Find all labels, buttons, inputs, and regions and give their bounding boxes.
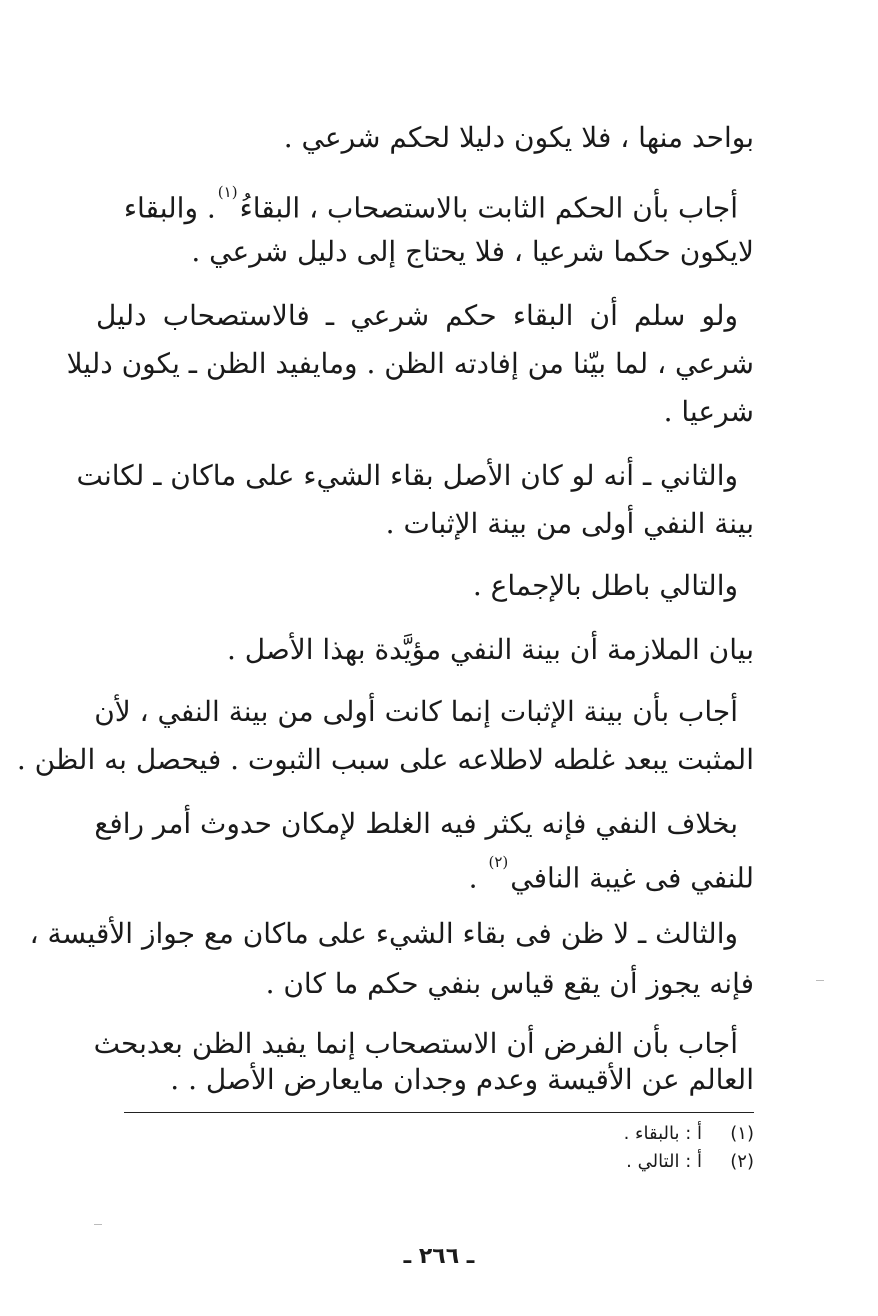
page-number: ـ ٢٦٦ ـ xyxy=(403,1244,475,1269)
text-line: فإنه يجوز أن يقع قياس بنفي حكم ما كان . xyxy=(265,967,754,1000)
text-line: ولو سلم أن البقاء حكم شرعي ـ فالاستصحاب دليل xyxy=(96,299,738,332)
text-segment: . والبقاء xyxy=(123,191,216,225)
text-segment: . xyxy=(468,861,478,895)
text-line: والثالث ـ لا ظن فى بقاء الشيء على ماكان مع جواز الأقيسة ، xyxy=(29,917,738,950)
text-line: أجاب بأن الفرض أن الاستصحاب إنما يفيد الظن بعدبحث xyxy=(93,1027,738,1060)
footnote-text: أ : بالبقاء . xyxy=(623,1123,702,1144)
footnote-ref: (١) xyxy=(217,183,238,201)
footnote-divider xyxy=(124,1112,754,1113)
text-line: بينة النفي أولى من بينة الإثبات . xyxy=(385,507,754,540)
scan-mark xyxy=(94,1224,102,1225)
footnote-number: (٢) xyxy=(730,1151,754,1172)
text-line: شرعيا . xyxy=(663,395,754,428)
footnote xyxy=(626,1150,754,1174)
text-line: شرعي ، لما بيّنا من إفادته الظن . ومايفيد الظن ـ يكون دليلا xyxy=(66,347,754,380)
scan-mark xyxy=(816,980,824,981)
text-line: بواحد منها ، فلا يكون دليلا لحكم شرعي . xyxy=(283,121,754,154)
text-line xyxy=(96,182,738,228)
text-line: والتالي باطل بالإجماع . xyxy=(472,569,738,602)
text-line xyxy=(96,852,754,898)
text-segment: للنفي فى غيبة النافي xyxy=(510,861,754,895)
text-line: والثاني ـ أنه لو كان الأصل بقاء الشيء على ماكان ـ لكانت xyxy=(76,459,738,492)
footnote xyxy=(624,1122,754,1146)
text-line: العالم عن الأقيسة وعدم وجدان مايعارض الأصل . . xyxy=(170,1063,754,1096)
text-line: بخلاف النفي فإنه يكثر فيه الغلط لإمكان حدوث أمر رافع xyxy=(94,807,738,840)
text-line: أجاب بأن بينة الإثبات إنما كانت أولى من بينة النفي ، لأن xyxy=(94,695,738,728)
footnote-text: أ : التالي . xyxy=(626,1151,702,1172)
text-line: المثبت يبعد غلطه لاطلاعه على سبب الثبوت . فيحصل به الظن . xyxy=(16,743,754,776)
footnote-ref: (٢) xyxy=(488,853,509,871)
text-line: بيان الملازمة أن بينة النفي مؤيَّدة بهذا الأصل . xyxy=(226,633,754,666)
footnote-number: (١) xyxy=(730,1123,754,1144)
text-line: لايكون حكما شرعيا ، فلا يحتاج إلى دليل شرعي . xyxy=(191,235,754,268)
text-segment: أجاب بأن الحكم الثابت بالاستصحاب ، البقاءُ xyxy=(239,191,738,225)
